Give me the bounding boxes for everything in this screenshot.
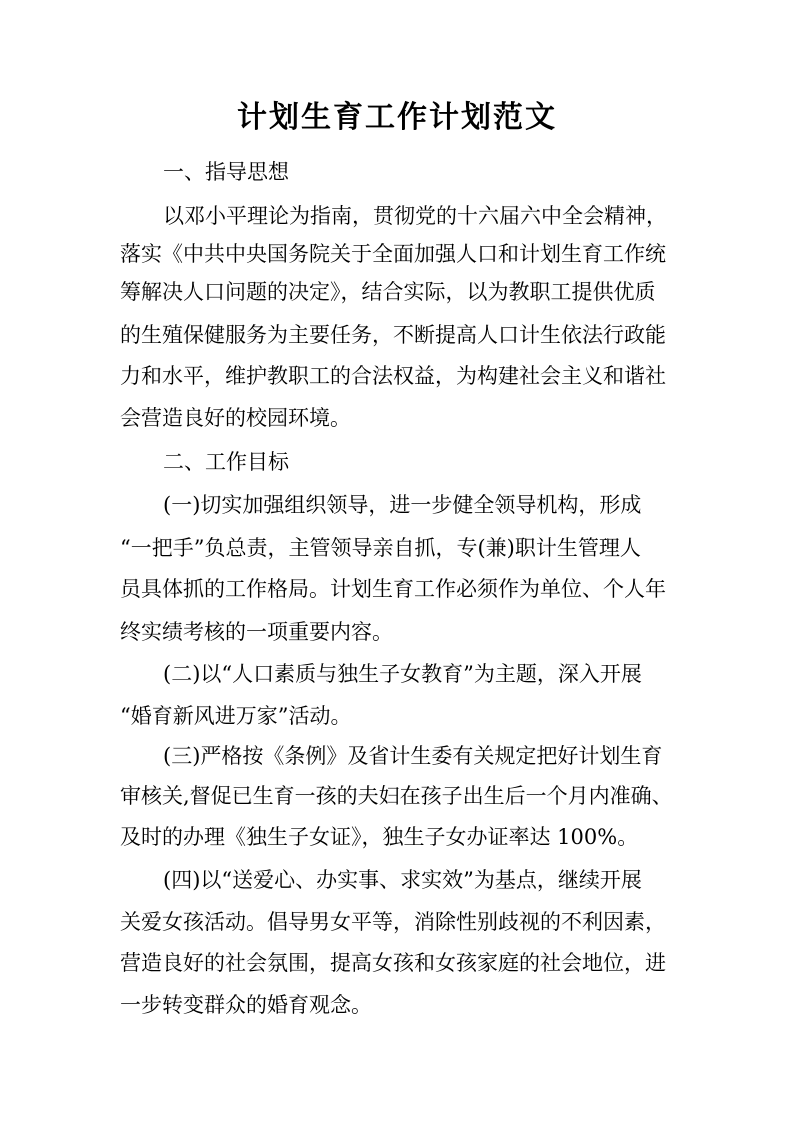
paragraph-line: 员具体抓的工作格局。计划生育工作必须作为单位、个人年 bbox=[120, 577, 666, 601]
paragraph-line: (四)以“送爱心、办实事、求实效”为基点，继续开展 bbox=[163, 868, 642, 892]
paragraph-line: 审核关,督促已生育一孩的夫妇在孩子出生后一个月内准确、 bbox=[120, 784, 673, 808]
paragraph-line: 的生殖保健服务为主要任务，不断提高人口计生依法行政能 bbox=[120, 323, 666, 347]
paragraph-line: 一步转变群众的婚育观念。 bbox=[120, 993, 372, 1017]
paragraph-line: 终实绩考核的一项重要内容。 bbox=[120, 620, 393, 644]
paragraph-line: “一把手”负总责，主管领导亲自抓，专(兼)职计生管理人 bbox=[120, 536, 641, 560]
paragraph-line: 关爱女孩活动。倡导男女平等，消除性别歧视的不利因素， bbox=[120, 910, 666, 934]
paragraph-line: (二)以“人口素质与独生子女教育”为主题，深入开展 bbox=[163, 662, 642, 686]
paragraph-line: (一)切实加强组织领导，进一步健全领导机构，形成 bbox=[163, 493, 642, 517]
paragraph-line: 筹解决人口问题的决定》，结合实际，以为教职工提供优质 bbox=[120, 280, 656, 304]
section-heading-work-goals: 二、工作目标 bbox=[163, 450, 289, 474]
paragraph-line: “婚育新风进万家”活动。 bbox=[120, 704, 352, 728]
section-heading-guiding-ideology: 一、指导思想 bbox=[163, 160, 289, 184]
document-title: 计划生育工作计划范文 bbox=[237, 100, 557, 135]
paragraph-line: (三)严格按《条例》及省计生委有关规定把好计划生育 bbox=[163, 744, 663, 768]
paragraph-line: 营造良好的社会氛围，提高女孩和女孩家庭的社会地位，进 bbox=[120, 951, 666, 975]
paragraph-line: 以邓小平理论为指南，贯彻党的十六届六中全会精神， bbox=[163, 204, 667, 228]
paragraph-line: 及时的办理《独生子女证》，独生子女办证率达 100%。 bbox=[120, 825, 639, 849]
paragraph-line: 力和水平，维护教职工的合法权益，为构建社会主义和谐社 bbox=[120, 364, 666, 388]
paragraph-line: 会营造良好的校园环境。 bbox=[120, 406, 351, 430]
paragraph-line: 落实《中共中央国务院关于全面加强人口和计划生育工作统 bbox=[120, 242, 666, 266]
